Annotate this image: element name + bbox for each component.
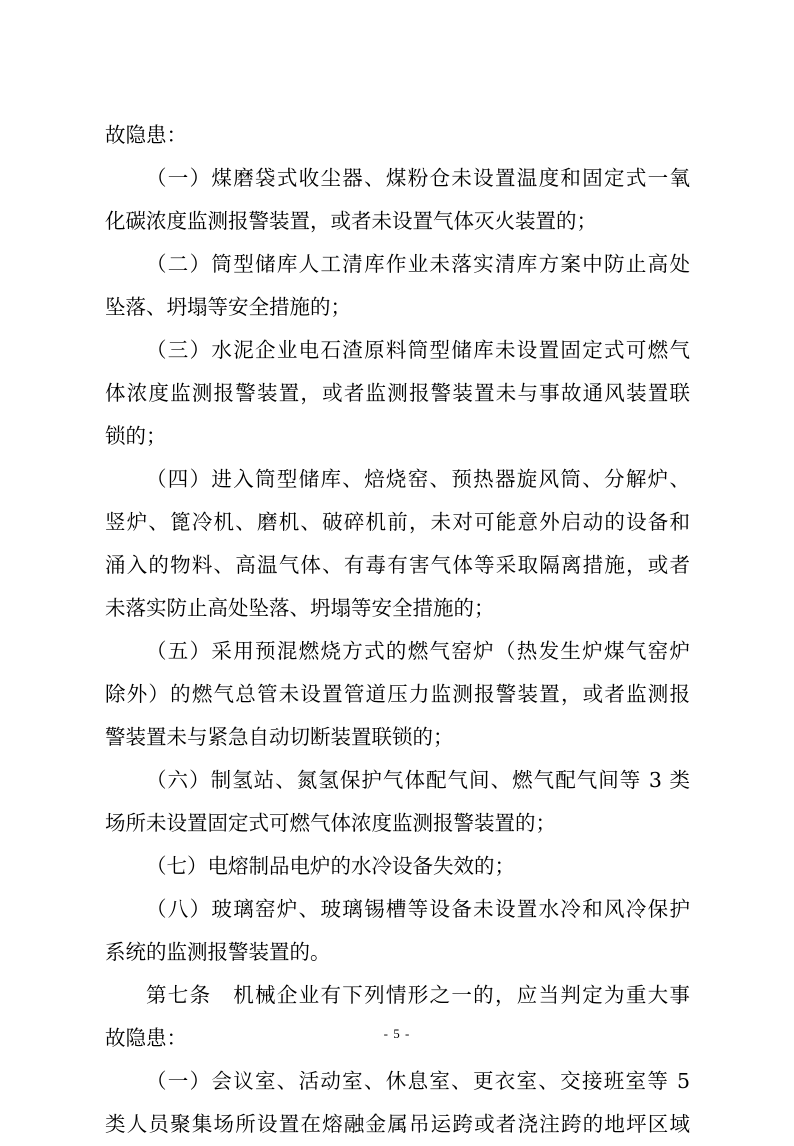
text-line: （六）制氢站、氮氢保护气体配气间、燃气配气间等 3 类: [146, 768, 690, 792]
text-line: （五）采用预混燃烧方式的燃气窑炉（热发生炉煤气窑炉: [146, 639, 690, 663]
text-line: （八）玻璃窑炉、玻璃锡槽等设备未设置水冷和风冷保护: [146, 897, 690, 921]
text-line: 故隐患：: [105, 1026, 187, 1050]
text-line: 涌入的物料、高温气体、有毒有害气体等采取隔离措施，或者: [105, 553, 690, 577]
body-text: [105, 114, 690, 1146]
text-line: 类人员聚集场所设置在熔融金属吊运跨或者浇注跨的地坪区域: [105, 1112, 690, 1136]
text-line: （一）会议室、活动室、休息室、更衣室、交接班室等 5: [146, 1069, 690, 1093]
text-line: 未落实防止高处坠落、坍塌等安全措施的；: [105, 596, 495, 620]
text-line: 化碳浓度监测报警装置，或者未设置气体灭火装置的；: [105, 209, 597, 233]
text-line: （二）筒型储库人工清库作业未落实清库方案中防止高处: [146, 252, 690, 276]
text-line: 第七条 机械企业有下列情形之一的，应当判定为重大事: [146, 983, 690, 1007]
page-number: - 5 -: [383, 1026, 411, 1041]
text-line: 警装置未与紧急自动切断装置联锁的；: [105, 725, 454, 749]
text-line: （一）煤磨袋式收尘器、煤粉仓未设置温度和固定式一氧: [146, 166, 690, 190]
text-line: （四）进入筒型储库、焙烧窑、预热器旋风筒、分解炉、: [146, 467, 690, 491]
text-line: 体浓度监测报警装置，或者监测报警装置未与事故通风装置联: [105, 381, 690, 405]
text-line: 竖炉、篦冷机、磨机、破碎机前，未对可能意外启动的设备和: [105, 510, 690, 534]
text-line: （七）电熔制品电炉的水冷设备失效的；: [146, 854, 515, 878]
text-line: 锁的；: [105, 424, 167, 448]
text-line: （三）水泥企业电石渣原料筒型储库未设置固定式可燃气: [146, 338, 690, 362]
text-line: 坠落、坍塌等安全措施的；: [105, 295, 351, 319]
text-line: 故隐患：: [105, 123, 187, 147]
text-line: 系统的监测报警装置的。: [105, 940, 331, 964]
text-line: 场所未设置固定式可燃气体浓度监测报警装置的；: [105, 811, 556, 835]
text-line: 除外）的燃气总管未设置管道压力监测报警装置，或者监测报: [105, 682, 690, 706]
